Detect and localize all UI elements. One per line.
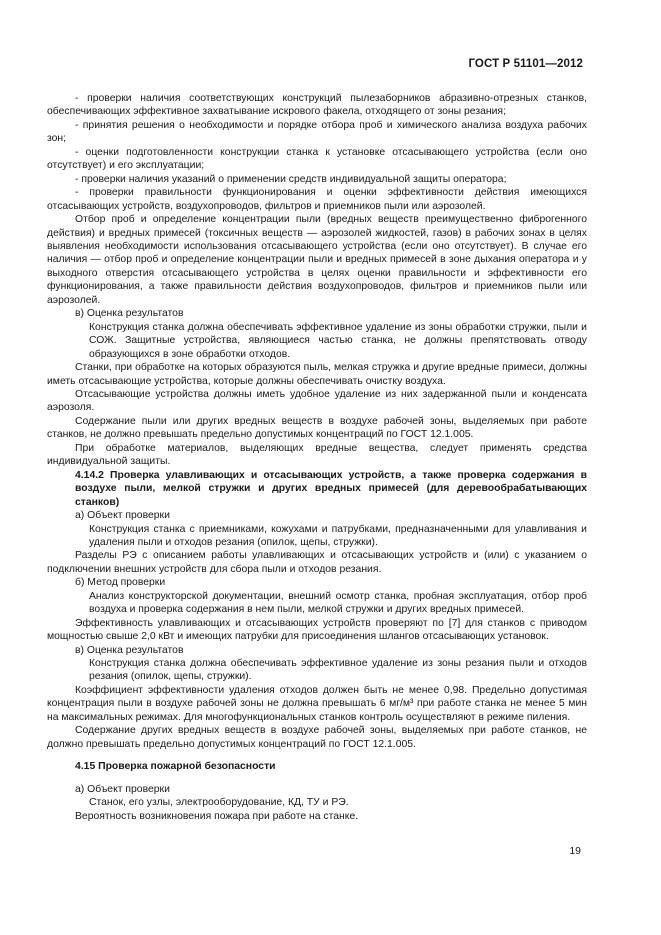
paragraph: Коэффициент эффективности удаления отходов должен быть не менее 0,98. Предельно допустимая концентрация пыли в воздухе рабочей зоны не должна превышать 6 мг/м³ при работе станка не менее 5 мин на максимальных режимах. Для многофункциональных станков контроль осуществляют в режиме пиления. [47,684,587,723]
paragraph: Станки, при обработке на которых образуются пыль, мелкая стружка и другие вредные примеси, должны иметь отсасывающие устройства, которые должны обеспечивать очистку воздуха. [47,362,587,387]
list-item-label: а) Объект проверки [75,783,170,795]
paragraph: - проверки правильности функционирования и оценки эффективности действия имеющихся отсасывающих устройств, воздухопроводов, фильтров и приемников пыли или аэрозолей. [47,187,587,212]
paragraph: - оценки подготовленности конструкции станка к установке отсасывающего устройства (если оно отсутствует) и его эксплуатации; [47,146,587,172]
paragraph: Содержание других вредных веществ в воздухе рабочей зоны, выделяемых при работе станков, не должно превышать предельно допустимых концентраций по ГОСТ 12.1.005. [47,725,587,750]
paragraph: При обработке материалов, выделяющих вредные вещества, следует применять средства индивидуальной защиты. [47,442,587,468]
indented-block: Конструкция станка должна обеспечивать эффективное удаление из зоны резания пыли и отходов резания (опилок, щепы, стружки). [89,658,587,683]
list-item-label: а) Объект проверки [75,510,170,522]
indented-block: Конструкция станка с приемниками, кожухами и патрубками, предназначенными для улавливания и удаления пыли и отходов резания (опилок, щепы, стружки). [89,523,587,548]
list-item-label: в) Оценка результатов [75,644,184,656]
paragraph: - проверки наличия соответствующих конструкций пылезаборников абразивно-отрезных станков, обеспечивающих эффективное захватывание искрового факела, отходящего от зоны резания; [47,93,587,118]
page-number: 19 [569,845,581,857]
page-header: ГОСТ Р 51101—2012 [468,58,583,70]
document-body [47,92,587,823]
indented-block: Конструкция станка должна обеспечивать эффективное удаление из зоны обработки стружки, пыли и СОЖ. Защитные устройства, являющиеся частью станка, не должны препятствовать отводу образующихся в зоне обработки отходов. [89,321,587,360]
paragraph: Разделы РЭ с описанием работы улавливающих и отсасывающих устройств и (или) с указанием о подключении внешних устройств для сбора пыли и отходов резания. [47,550,587,575]
section-heading: 4.15 Проверка пожарной безопасности [75,761,276,773]
section-heading: 4.14.2 Проверка улавливающих и отсасывающих устройств, а также проверка содержания в воздухе пыли, мелкой стружки и других вредных примесей (для деревообрабатывающих станков) [75,469,587,508]
paragraph: - проверки наличия указаний о применении средств индивидуальной защиты оператора; [75,173,507,185]
paragraph: Отсасывающие устройства должны иметь удобное удаление из них задержанной пыли и конденсата аэрозоля. [47,388,587,414]
spacer [47,774,587,783]
paragraph: Вероятность возникновения пожара при работе на станке. [75,810,359,822]
indented-block: Станок, его узлы, электрооборудование, КД, ТУ и РЭ. [89,797,349,809]
list-item-label: в) Оценка результатов [75,308,184,320]
paragraph: Эффективность улавливающих и отсасывающих устройств проверяют по [7] для станков с приводом мощностью свыше 2,0 кВт и имеющих патрубки для присоединения шлангов отсасывающих установок. [47,617,587,643]
indented-block: Анализ конструкторской документации, внешний осмотр станка, пробная эксплуатация, отбор проб воздуха и проверка содержания в нем пыли, мелкой стружки и других вредных примесей. [89,590,587,616]
paragraph: Содержание пыли или других вредных веществ в воздухе рабочей зоны, выделяемых при работе станков, не должно превышать предельно допустимых концентраций по ГОСТ 12.1.005. [47,415,587,441]
list-item-label: б) Метод проверки [75,577,166,589]
paragraph: - принятия решения о необходимости и порядке отбора проб и химического анализа воздуха рабочих зон; [47,119,587,145]
paragraph: Отбор проб и определение концентрации пыли (вредных веществ преимущественно фиброгенного действия) и вредных примесей (токсичных веществ — аэрозолей жидкостей, газов) в рабочих зонах в целях выявления необходимости использования отсасывающего устройства (если оно отсутствует). В случае его наличия — отбор проб и определение концентрации пыли и вредных примесей в зоне дыхания оператора и у выходного отверстия отсасывающего устройства в целях оценки правильности и эффективности его функционирования, а также правильности действия воздухопроводов, фильтров и приемников пыли или аэрозолей. [47,214,587,306]
spacer [47,751,587,760]
